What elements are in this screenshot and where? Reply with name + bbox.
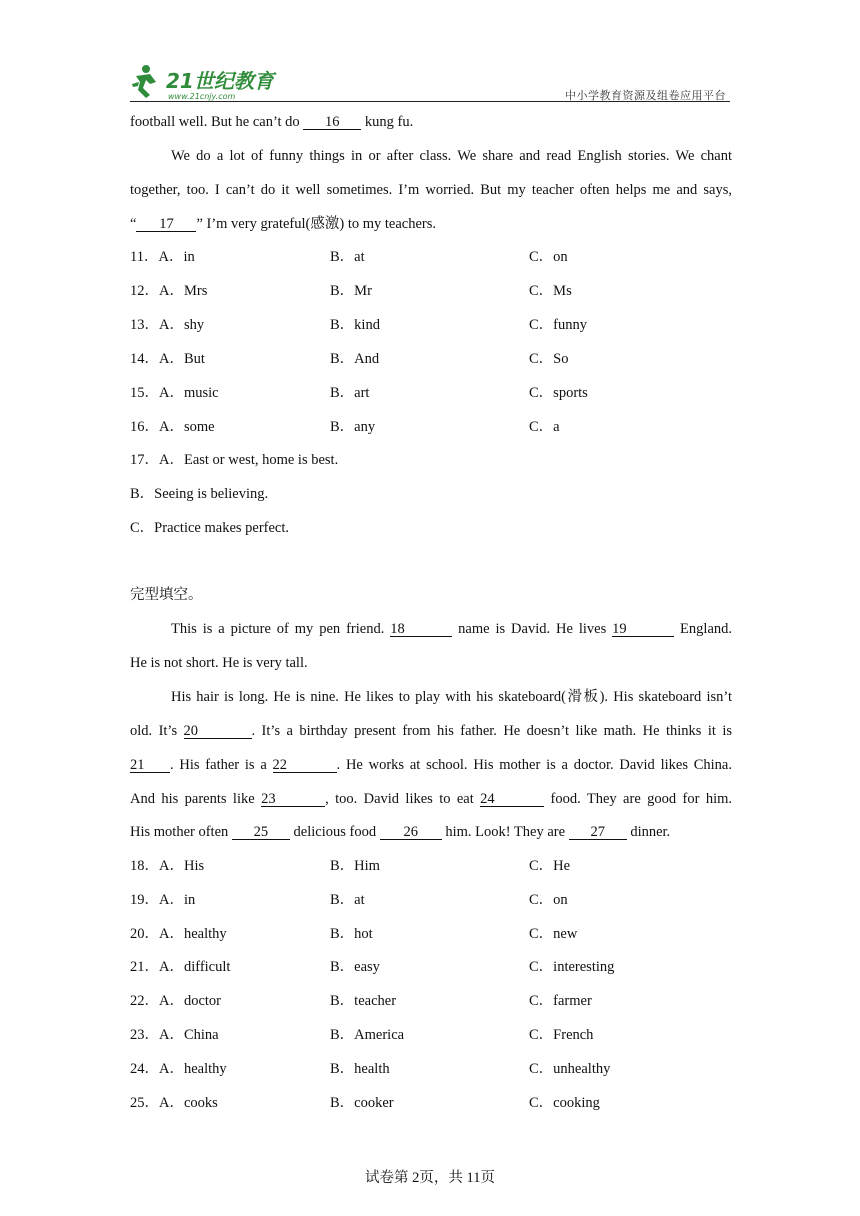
option-b: B．at <box>330 249 365 265</box>
question-row: 24．A．healthy <box>130 1061 227 1077</box>
option-c: C．sports <box>529 385 588 401</box>
question-row: 16．A．some <box>130 419 215 435</box>
option-b: B．easy <box>330 959 380 975</box>
question-row: 20．A．healthy <box>130 926 227 942</box>
option-b: B．teacher <box>330 993 397 1009</box>
option-b: B．art <box>330 385 370 401</box>
blank-19: 19 <box>612 622 674 637</box>
blank-27: 27 <box>569 825 627 840</box>
blank-18: 18 <box>390 622 452 637</box>
option-b: B．hot <box>330 926 373 942</box>
blank-24: 24 <box>480 792 544 807</box>
passage-line: His hair is long. He is nine. He likes to play with his skateboard(滑板). His skateboard isn’t <box>171 689 732 705</box>
question-row: 19．A．in <box>130 892 196 908</box>
blank-26: 26 <box>380 825 442 840</box>
question-row: 11．A．in <box>130 249 195 265</box>
option-c: C．funny <box>529 317 587 333</box>
passage-line: 21 . His father is a 22 . He works at school. His mother is a doctor. David likes China. <box>130 757 732 773</box>
option-c: C．He <box>529 858 571 874</box>
blank-16: 16 <box>303 115 361 130</box>
question-row: 13．A．shy <box>130 317 205 333</box>
option-c: C．on <box>529 892 568 908</box>
question-row: 17．A．East or west, home is best. <box>130 452 339 468</box>
option-c: C．farmer <box>529 993 592 1009</box>
option-b: B．any <box>330 419 376 435</box>
passage-line: We do a lot of funny things in or after class. We share and read English stories. We chant <box>171 148 732 164</box>
blank-21: 21 <box>130 758 170 773</box>
blank-20: 20 <box>184 724 252 739</box>
question-row: 23．A．China <box>130 1027 219 1043</box>
option-c: C．cooking <box>529 1095 600 1111</box>
blank-22: 22 <box>273 758 337 773</box>
passage-line: football well. But he can’t do 16 kung fu. <box>130 114 414 130</box>
passage-line: This is a picture of my pen friend. 18 name is David. He lives 19 England. <box>171 621 732 637</box>
question-row: 18．A．His <box>130 858 205 874</box>
option-b: B．at <box>330 892 365 908</box>
option-b: B．cooker <box>330 1095 394 1111</box>
option-b: B．health <box>330 1061 390 1077</box>
option-c: C．Ms <box>529 283 572 299</box>
option-b: B．Mr <box>330 283 372 299</box>
option-c: C．on <box>529 249 568 265</box>
option-c: C．a <box>529 419 560 435</box>
blank-23: 23 <box>261 792 325 807</box>
option-b: B．kind <box>330 317 380 333</box>
option-c: C．interesting <box>529 959 615 975</box>
passage-line: “ 17 ” I’m very grateful(感激) to my teachers. <box>130 216 436 232</box>
question-row: 14．A．But <box>130 351 205 367</box>
page-header <box>130 62 730 104</box>
option-c: C．unhealthy <box>529 1061 611 1077</box>
option-c: C．Practice makes perfect. <box>130 520 290 536</box>
option-b: B．America <box>330 1027 405 1043</box>
option-b: B．And <box>330 351 380 367</box>
page-footer: 试卷第 2页，共 11页 <box>365 1170 495 1186</box>
header-tagline: 中小学教育资源及组卷应用平台 <box>565 89 726 102</box>
question-row: 25．A．cooks <box>130 1095 218 1111</box>
logo-main-text: 21世纪教育 <box>166 69 274 93</box>
header-divider <box>130 101 730 102</box>
blank-17: 17 <box>136 217 196 232</box>
passage-line: together, too. I can’t do it well sometimes. I’m worried. But my teacher often helps me and says, <box>130 182 732 198</box>
section-title: 完型填空。 <box>130 587 203 603</box>
option-b: B．Seeing is believing. <box>130 486 269 502</box>
option-c: C．French <box>529 1027 594 1043</box>
logo-url-text: www.21cnjy.com <box>168 92 236 101</box>
question-row: 21．A．difficult <box>130 959 231 975</box>
question-row: 22．A．doctor <box>130 993 222 1009</box>
passage-line: His mother often 25 delicious food 26 him. Look! They are 27 dinner. <box>130 824 671 840</box>
option-c: C．new <box>529 926 578 942</box>
question-row: 15．A．music <box>130 385 219 401</box>
option-c: C．So <box>529 351 569 367</box>
blank-25: 25 <box>232 825 290 840</box>
passage-line: He is not short. He is very tall. <box>130 655 308 671</box>
question-row: 12．A．Mrs <box>130 283 208 299</box>
passage-line: And his parents like 23 , too. David likes to eat 24 food. They are good for him. <box>130 791 732 807</box>
site-logo <box>130 62 280 102</box>
option-b: B．Him <box>330 858 380 874</box>
passage-line: old. It’s 20 . It’s a birthday present from his father. He doesn’t like math. He thinks it is <box>130 723 732 739</box>
